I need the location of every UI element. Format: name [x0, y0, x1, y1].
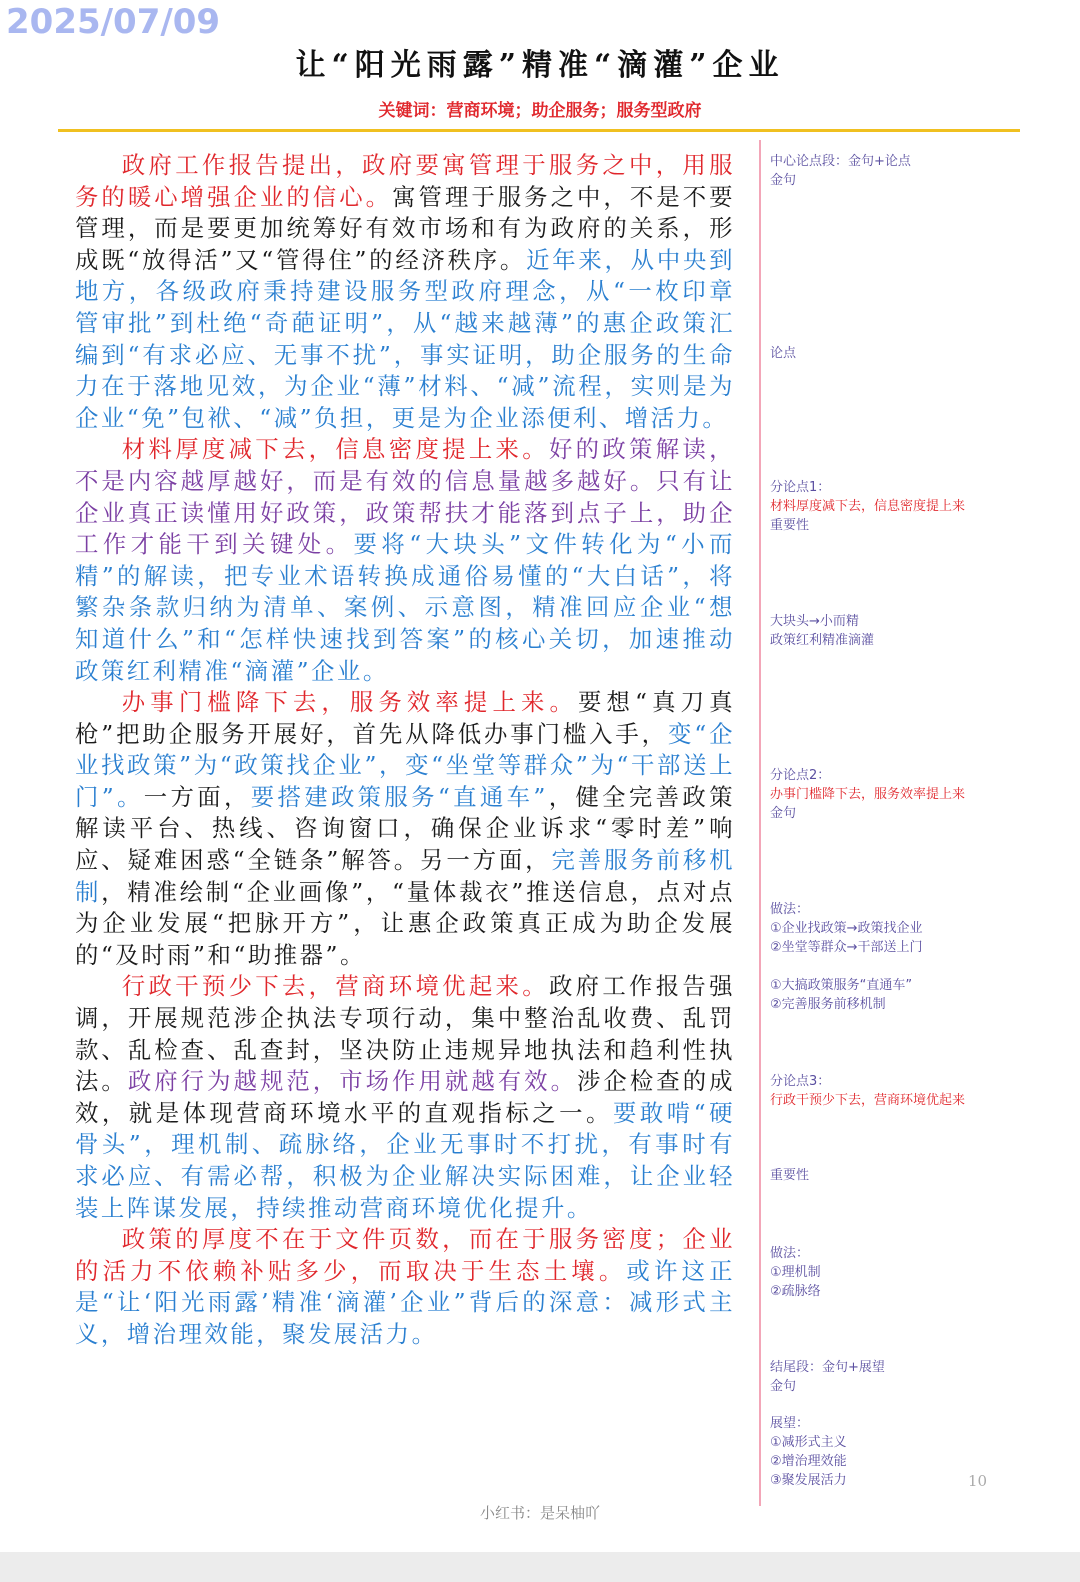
margin-note-line: 办事门槛降下去，服务效率提上来	[770, 787, 966, 802]
text-segment: 政策的厚度不在于文件页数，而在于服务密度；企业的活力不依赖补贴多少，而取决于生态土壤。	[75, 1225, 735, 1285]
margin-note-line: ②疏脉络	[770, 1284, 821, 1299]
margin-note	[770, 152, 1060, 190]
margin-note-line: 金句	[770, 173, 797, 188]
text-segment: 好的政策解读，不是内容越厚越好，而是有效的信息量越多越好。只有让企业真正读懂用好政策，政策帮扶才能落到点子上，助企工作才能干到关键处。	[75, 435, 736, 559]
body-paragraph	[75, 971, 735, 1224]
margin-note-line: 结尾段：金句+展望	[770, 1360, 885, 1375]
margin-note-line: 做法：	[770, 902, 810, 917]
margin-note	[770, 1166, 1060, 1185]
keywords-line: 关键词：营商环境；助企服务；服务型政府	[378, 101, 702, 121]
text-segment: 要想“真刀真枪”把助企服务开展好，首先从降低办事门槛入手，	[75, 688, 735, 748]
body-paragraph	[75, 434, 735, 687]
text-segment: 涉企检查的成效，就是体现营商环境水平的直观指标之一。	[75, 1067, 736, 1127]
body-paragraph	[75, 150, 735, 434]
text-segment: 一方面，	[143, 782, 251, 811]
text-segment: ，精准绘制“企业画像”，“量体裁衣”推送信息，点对点为企业发展“把脉开方”，让惠企政策真正成为助企发展的“及时雨”和“助推器”。	[75, 877, 735, 969]
body-paragraph	[75, 687, 735, 971]
text-segment: 寓管理于服务之中，不是不要管理，而是要更加统筹好有效市场和有为政府的关系，形成既“放得活”又“管得住”的经济秩序。	[75, 182, 736, 274]
margin-note-line: ①减形式主义	[770, 1435, 847, 1450]
margin-note-line: 材料厚度减下去，信息密度提上来	[770, 499, 966, 514]
margin-note	[770, 478, 1060, 535]
article-body	[75, 150, 735, 1351]
header-divider	[58, 129, 1020, 132]
margin-note-line: 分论点3：	[770, 1074, 831, 1089]
margin-note-line: ②增治理效能	[770, 1454, 847, 1469]
margin-note	[770, 1414, 1060, 1490]
margin-note	[770, 1358, 1060, 1396]
text-segment: 近年来，从中央到地方，各级政府秉持建设服务型政府理念，从“一枚印章管审批”到杜绝“奇葩证明”，从“越来越薄”的惠企政策汇编到“有求必应、无事不扰”，事实证明，助企服务的生命力在于落地见效，为企业“薄”材料、“减”流程，实则是为企业“免”包袱、“减”负担，更是为企业添便利、增活力。	[75, 245, 735, 432]
text-segment: 要搭建政策服务“直通车”	[250, 782, 548, 811]
margin-note-line: 做法：	[770, 1246, 810, 1261]
bottom-bar	[0, 1552, 1080, 1582]
text-segment: 政府行为越规范，市场作用就越有效。	[127, 1067, 578, 1096]
margin-note-line: 重要性	[770, 518, 810, 533]
margin-note-line: 中心论点段：金句+论点	[770, 154, 911, 169]
date-stamp: 2025/07/09	[6, 2, 221, 42]
margin-note-line: 大块头→小而精	[770, 614, 859, 629]
margin-note-line: 分论点2：	[770, 768, 831, 783]
article-title: 让“阳光雨露”精准“滴灌”企业	[295, 48, 785, 83]
margin-note-line: 分论点1：	[770, 480, 831, 495]
margin-note	[770, 612, 1060, 650]
margin-note-line: 论点	[770, 346, 797, 361]
text-segment: 材料厚度减下去，信息密度提上来。	[121, 435, 549, 464]
margin-note	[770, 1072, 1060, 1110]
margin-note	[770, 766, 1060, 823]
text-segment: 政府工作报告提出，政府要寓管理于服务之中，用服务的暖心增强企业的信心。	[75, 151, 735, 211]
text-segment: 变“企业找政策”为“政策找企业”，变“坐堂等群众”为“干部送上门”。	[75, 719, 735, 811]
margin-note	[770, 344, 1060, 363]
margin-note-line: 政策红利精准滴灌	[770, 633, 875, 648]
margin-note-line: 金句	[770, 806, 797, 821]
page-number: 10	[968, 1472, 988, 1490]
text-segment: 要将“大块头”文件转化为“小而精”的解读，把专业术语转换成通俗易懂的“大白话”，将繁杂条款归纳为清单、案例、示意图，精准回应企业“想知道什么”和“怎样快速找到答案”的核心关切，加速推动政策红利精准“滴灌”企业。	[75, 530, 736, 685]
margin-note	[770, 1244, 1060, 1301]
margin-note-line: ②坐堂等群众→干部送上门	[770, 940, 923, 955]
margin-note-line: ①企业找政策→政策找企业	[770, 921, 923, 936]
margin-note-line: 重要性	[770, 1168, 810, 1183]
body-paragraph	[75, 1224, 735, 1350]
text-segment: 办事门槛降下去，服务效率提上来。	[121, 688, 578, 717]
text-segment: 要敢啃“硬骨头”，理机制、疏脉络，企业无事时不打扰，有事时有求必应、有需必帮，积极为企业解决实际困难，让企业轻装上阵谋发展，持续推动营商环境优化提升。	[75, 1098, 735, 1222]
margin-note-line: ③聚发展活力	[770, 1473, 847, 1488]
margin-note-line: ①大搞政策服务“直通车”	[770, 978, 913, 993]
text-segment: 政府工作报告强调，开展规范涉企执法专项行动，集中整治乱收费、乱罚款、乱检查、乱查封，坚决防止违规异地执法和趋利性执法。	[75, 972, 736, 1096]
margin-note	[770, 900, 1060, 957]
footer-credit: 小红书：是呆柚吖	[479, 1504, 600, 1522]
margin-note-line: 展望：	[770, 1416, 810, 1431]
margin-note-line: ①理机制	[770, 1265, 821, 1280]
margin-note	[770, 976, 1060, 1014]
text-segment: ，健全完善政策解读平台、热线、咨询窗口，确保企业诉求“零时差”响应、疑难困惑“全链条”解答。另一方面，	[75, 782, 736, 875]
text-segment: 完善服务前移机制	[75, 846, 736, 906]
margin-note-line: ②完善服务前移机制	[770, 997, 886, 1012]
margin-note-line: 行政干预少下去，营商环境优起来	[770, 1093, 966, 1108]
text-segment: 或许这正是“让‘阳光雨露’精准‘滴灌’企业”背后的深意：减形式主义，增治理效能，聚发展活力。	[75, 1256, 736, 1348]
margin-divider	[759, 140, 761, 1506]
margin-note-line: 金句	[770, 1379, 797, 1394]
text-segment: 行政干预少下去，营商环境优起来。	[121, 972, 549, 1001]
